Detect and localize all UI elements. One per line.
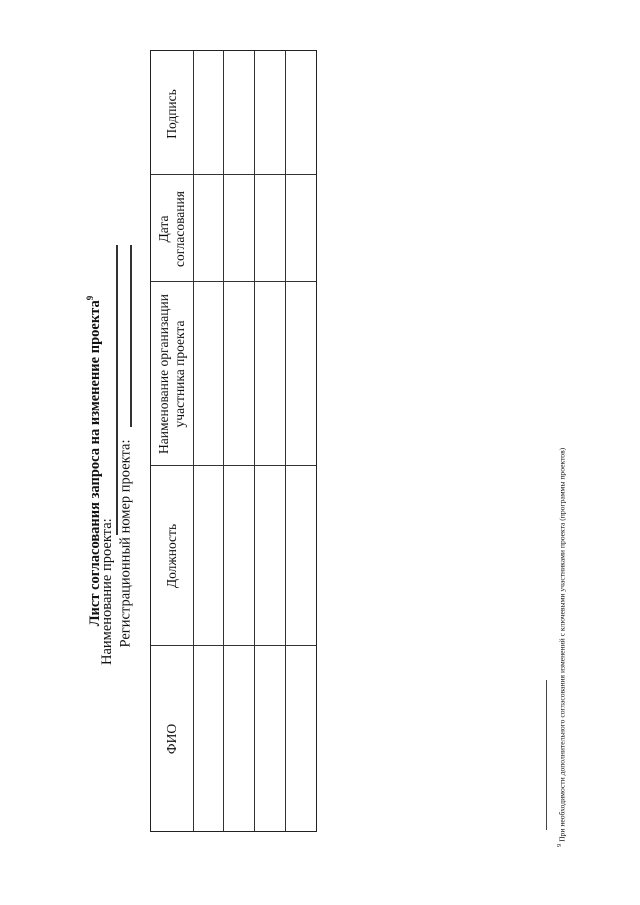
project-name-label: Наименование проекта: [99, 518, 115, 665]
header-cell-fio [150, 646, 194, 832]
footnote-text: При необходимости дополнительного согласования изменений с ключевыми участниками проекта (программы проектов) [557, 447, 567, 842]
header-fio: ФИО [163, 723, 179, 755]
header-cell-organization [150, 282, 194, 466]
footnote-separator [546, 680, 547, 830]
header-signature: Подпись [164, 88, 180, 139]
header-cell-signature [150, 52, 194, 175]
footnote [553, 277, 567, 847]
header-date: Дата согласования [156, 190, 188, 267]
header-position: Должность [164, 523, 179, 589]
title-text: Лист согласования запроса на изменение проекта [86, 300, 103, 627]
table-row-divider [254, 51, 255, 831]
table-row-divider [285, 51, 286, 831]
title-footnote-marker: 9 [85, 295, 95, 301]
table-row-divider [223, 51, 224, 831]
footnote-marker: 9 [556, 843, 563, 847]
registration-number-label: Регистрационный номер проекта: [117, 439, 134, 648]
header-cell-date [150, 175, 194, 282]
header-organization: Наименование организации участника проекта [156, 294, 187, 454]
registration-number-line [130, 245, 132, 427]
header-cell-position [150, 466, 194, 646]
